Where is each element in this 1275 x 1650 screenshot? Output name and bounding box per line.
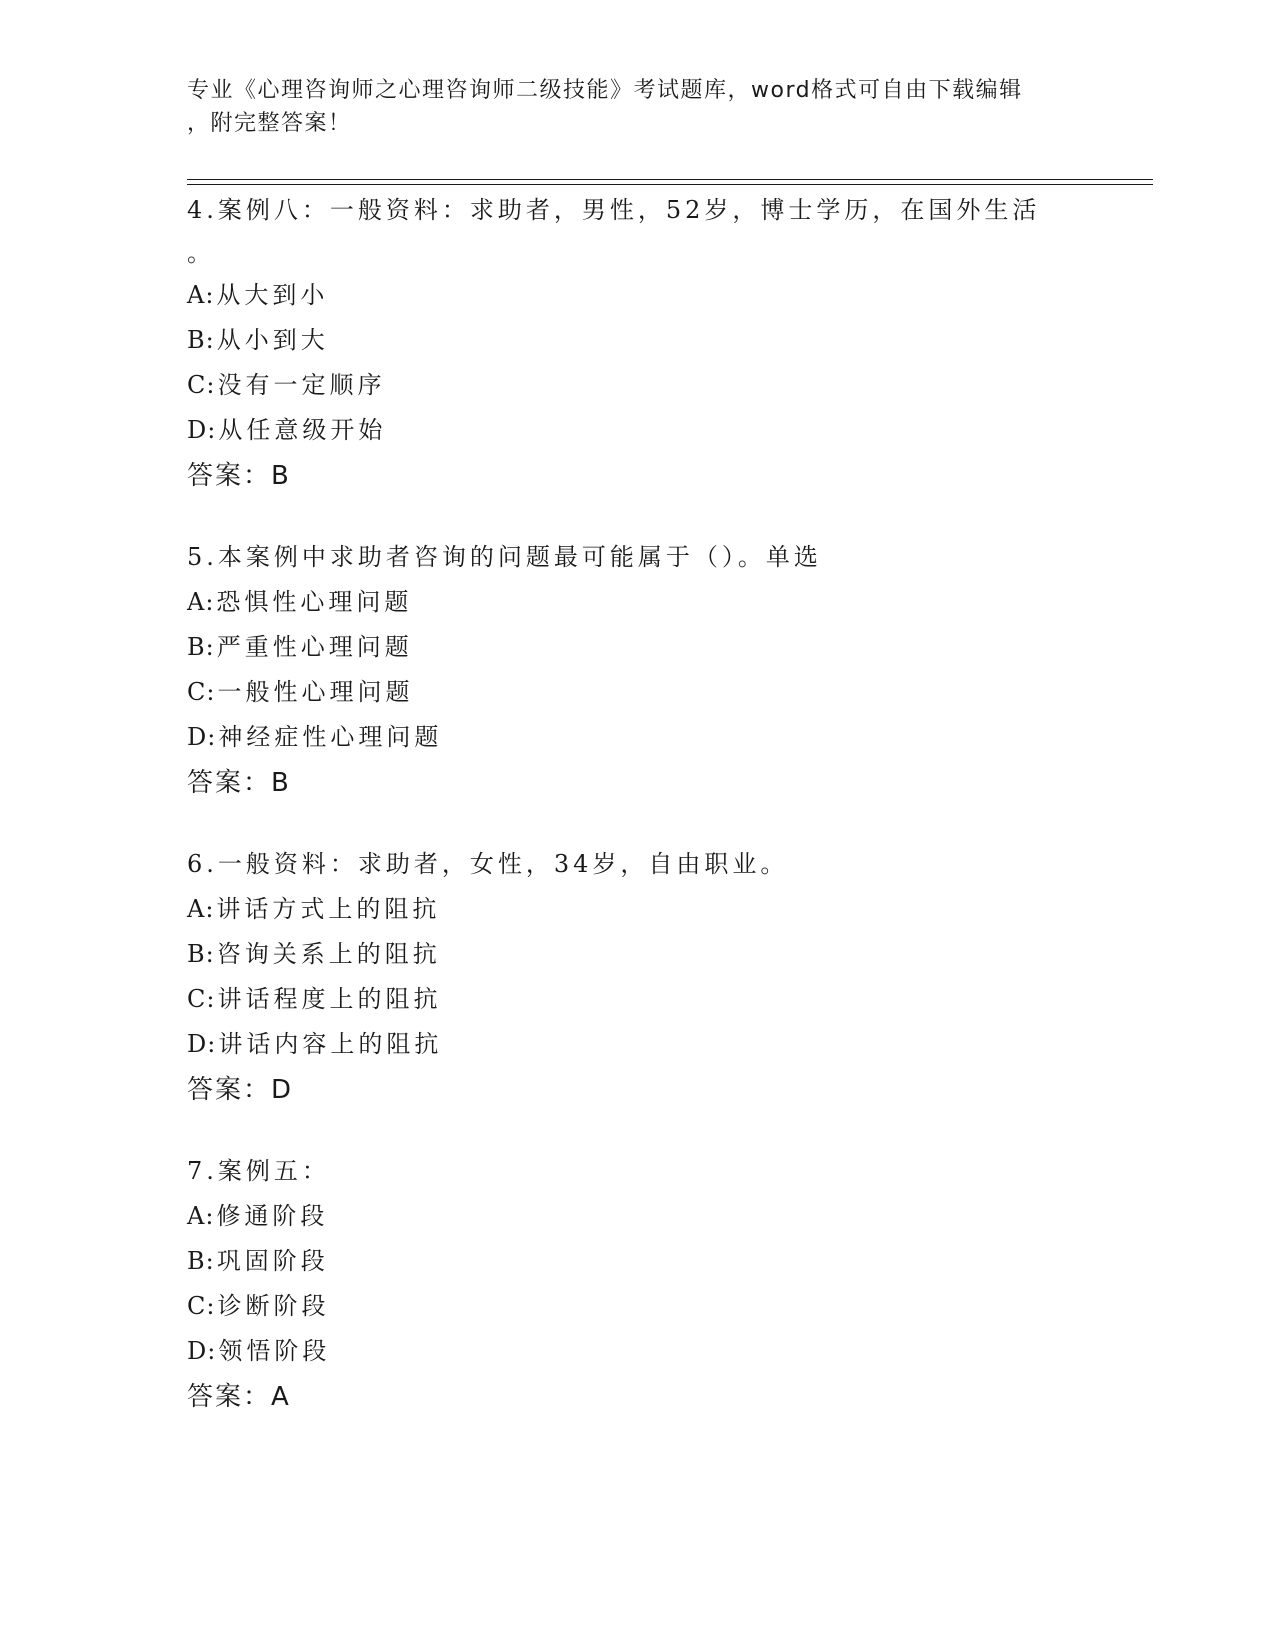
option-a	[187, 1194, 1087, 1239]
answer-value: B	[271, 768, 291, 798]
question-6	[187, 842, 1087, 1113]
option-d	[187, 1329, 1087, 1374]
answer-value: D	[271, 1075, 294, 1105]
question-4	[187, 188, 1087, 499]
option-letter: C:	[187, 678, 216, 706]
header-line-1: 专业《心理咨询师之心理咨询师二级技能》考试题库，word格式可自由下载编辑	[187, 78, 1023, 103]
option-c	[187, 1284, 1087, 1329]
option-text: 一般性心理问题	[217, 678, 414, 706]
option-text: 恐惧性心理问题	[216, 588, 413, 616]
option-letter: B:	[187, 326, 215, 354]
option-d	[187, 715, 1087, 760]
option-letter: D:	[187, 1030, 217, 1058]
question-5	[187, 535, 1087, 806]
option-text: 从大到小	[216, 281, 329, 309]
header-divider-bottom	[187, 184, 1153, 185]
option-b	[187, 1239, 1087, 1284]
option-text: 从小到大	[216, 326, 329, 354]
answer-label: 答案：	[187, 461, 272, 491]
option-text: 领悟阶段	[218, 1337, 331, 1365]
answer-value: B	[271, 461, 291, 491]
option-d	[187, 408, 1087, 453]
option-text: 从任意级开始	[218, 416, 387, 444]
option-text: 神经症性心理问题	[218, 723, 443, 751]
question-stem-continuation: 。	[187, 239, 215, 267]
option-letter: D:	[187, 1337, 217, 1365]
option-text: 巩固阶段	[216, 1247, 329, 1275]
option-a	[187, 580, 1087, 625]
option-text: 严重性心理问题	[216, 633, 413, 661]
answer-line	[187, 453, 1087, 499]
answer-label: 答案：	[187, 1382, 272, 1412]
option-letter: D:	[187, 416, 217, 444]
document-header	[187, 74, 1067, 140]
option-letter: A:	[187, 588, 215, 616]
question-list	[187, 188, 1087, 1456]
option-letter: D:	[187, 723, 217, 751]
answer-line	[187, 1067, 1087, 1113]
question-stem: 7.案例五：	[187, 1157, 330, 1185]
option-letter: C:	[187, 1292, 216, 1320]
option-text: 讲话程度上的阻抗	[217, 985, 442, 1013]
option-text: 讲话内容上的阻抗	[218, 1030, 443, 1058]
option-letter: A:	[187, 281, 215, 309]
option-letter: B:	[187, 940, 215, 968]
option-d	[187, 1022, 1087, 1067]
question-stem: 4.案例八：一般资料：求助者，男性，52岁，博士学历，在国外生活	[187, 196, 1041, 224]
answer-label: 答案：	[187, 1075, 272, 1105]
option-letter: C:	[187, 371, 216, 399]
option-text: 修通阶段	[216, 1202, 329, 1230]
option-c	[187, 977, 1087, 1022]
option-letter: A:	[187, 1202, 215, 1230]
question-stem: 6.一般资料：求助者，女性，34岁，自由职业。	[187, 850, 789, 878]
option-b	[187, 932, 1087, 977]
option-letter: A:	[187, 895, 215, 923]
option-c	[187, 670, 1087, 715]
option-a	[187, 273, 1087, 318]
option-text: 没有一定顺序	[217, 371, 386, 399]
question-stem: 5.本案例中求助者咨询的问题最可能属于（）。单选	[187, 543, 822, 571]
option-b	[187, 625, 1087, 670]
option-letter: C:	[187, 985, 216, 1013]
answer-value: A	[271, 1382, 291, 1412]
option-text: 咨询关系上的阻抗	[216, 940, 441, 968]
option-text: 诊断阶段	[217, 1292, 330, 1320]
option-text: 讲话方式上的阻抗	[216, 895, 441, 923]
header-divider-top	[187, 179, 1153, 180]
option-c	[187, 363, 1087, 408]
answer-label: 答案：	[187, 768, 272, 798]
option-letter: B:	[187, 633, 215, 661]
answer-line	[187, 1374, 1087, 1420]
option-a	[187, 887, 1087, 932]
answer-line	[187, 760, 1087, 806]
option-b	[187, 318, 1087, 363]
header-line-2: ，附完整答案！	[187, 111, 352, 136]
option-letter: B:	[187, 1247, 215, 1275]
question-7	[187, 1149, 1087, 1420]
